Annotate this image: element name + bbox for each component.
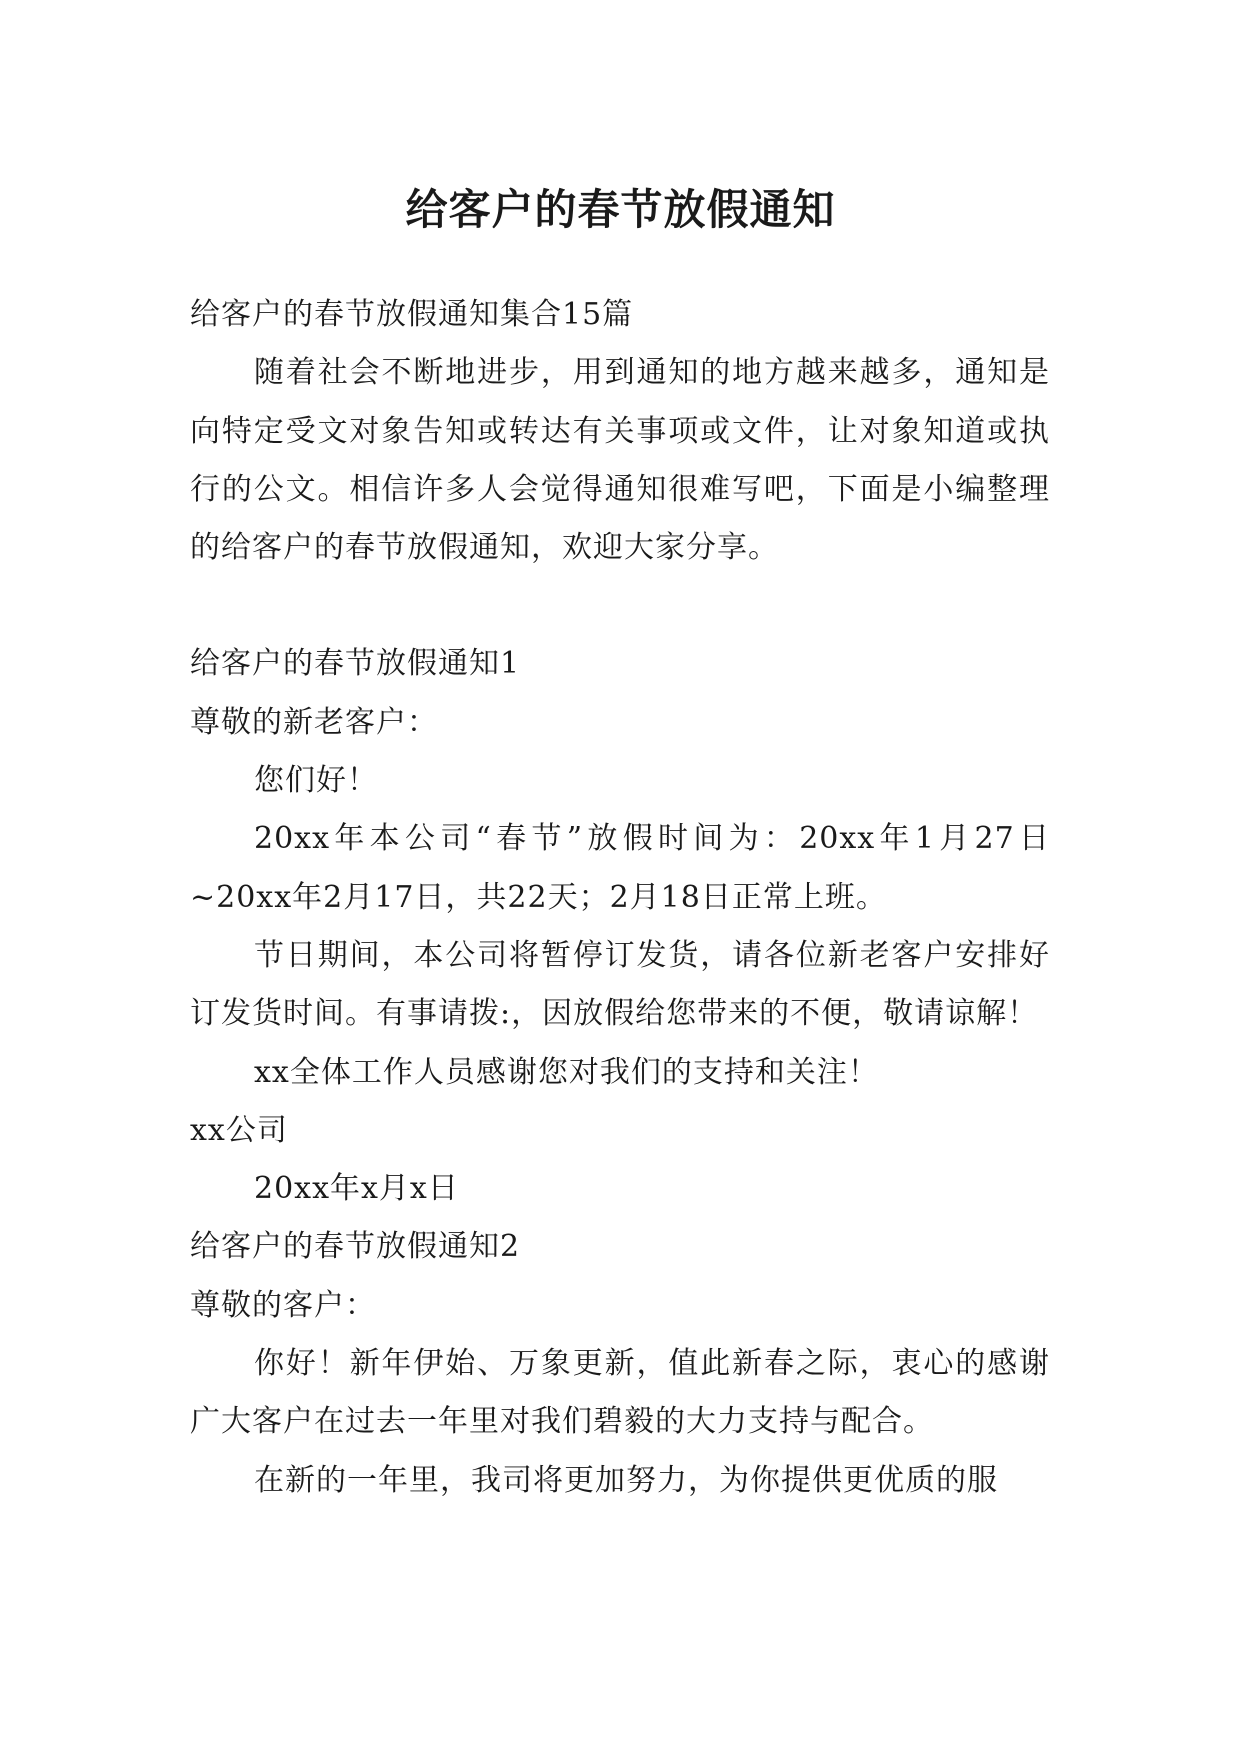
section-gap [190,577,1050,635]
notice-1-signature: xx公司 [190,1112,288,1148]
notice-1-arrangement: 节日期间，本公司将暂停订发货，请各位新老客户安排好订发货时间。有事请拨:，因放假给您带来的不便，敬请谅解！ [190,937,1050,1032]
intro-paragraph: 随着社会不断地进步，用到通知的地方越来越多，通知是向特定受文对象告知或转达有关事项或文件，让对象知道或执行的公文。相信许多人会觉得通知很难写吧，下面是小编整理的给客户的春节放假通知，欢迎大家分享。 [190,355,1050,566]
notice-1-salutation: 尊敬的新老客户： [190,704,438,740]
document-subtitle: 给客户的春节放假通知集合15篇 [190,297,634,332]
notice-2-paragraph-2: 在新的一年里，我司将更加努力，为你提供更优质的服 [254,1462,998,1498]
notice-1-date: 20xx年x月x日 [254,1171,459,1207]
document-body [190,286,1050,1510]
notice-2-heading: 给客户的春节放假通知2 [190,1229,521,1265]
notice-1-holiday-dates: 20xx年本公司“春节”放假时间为：20xx年1月27日~20xx年2月17日，共22天；2月18日正常上班。 [190,821,1050,915]
page-title: 给客户的春节放假通知 [405,185,836,235]
notice-2-paragraph-1: 你好！新年伊始、万象更新，值此新春之际，衷心的感谢广大客户在过去一年里对我们碧毅的大力支持与配合。 [190,1346,1050,1440]
notice-2-salutation: 尊敬的客户： [190,1287,376,1323]
notice-1-thanks: xx全体工作人员感谢您对我们的支持和关注！ [254,1054,879,1090]
notice-1-heading: 给客户的春节放假通知1 [190,646,521,682]
notice-1-greeting: 您们好！ [254,763,378,799]
